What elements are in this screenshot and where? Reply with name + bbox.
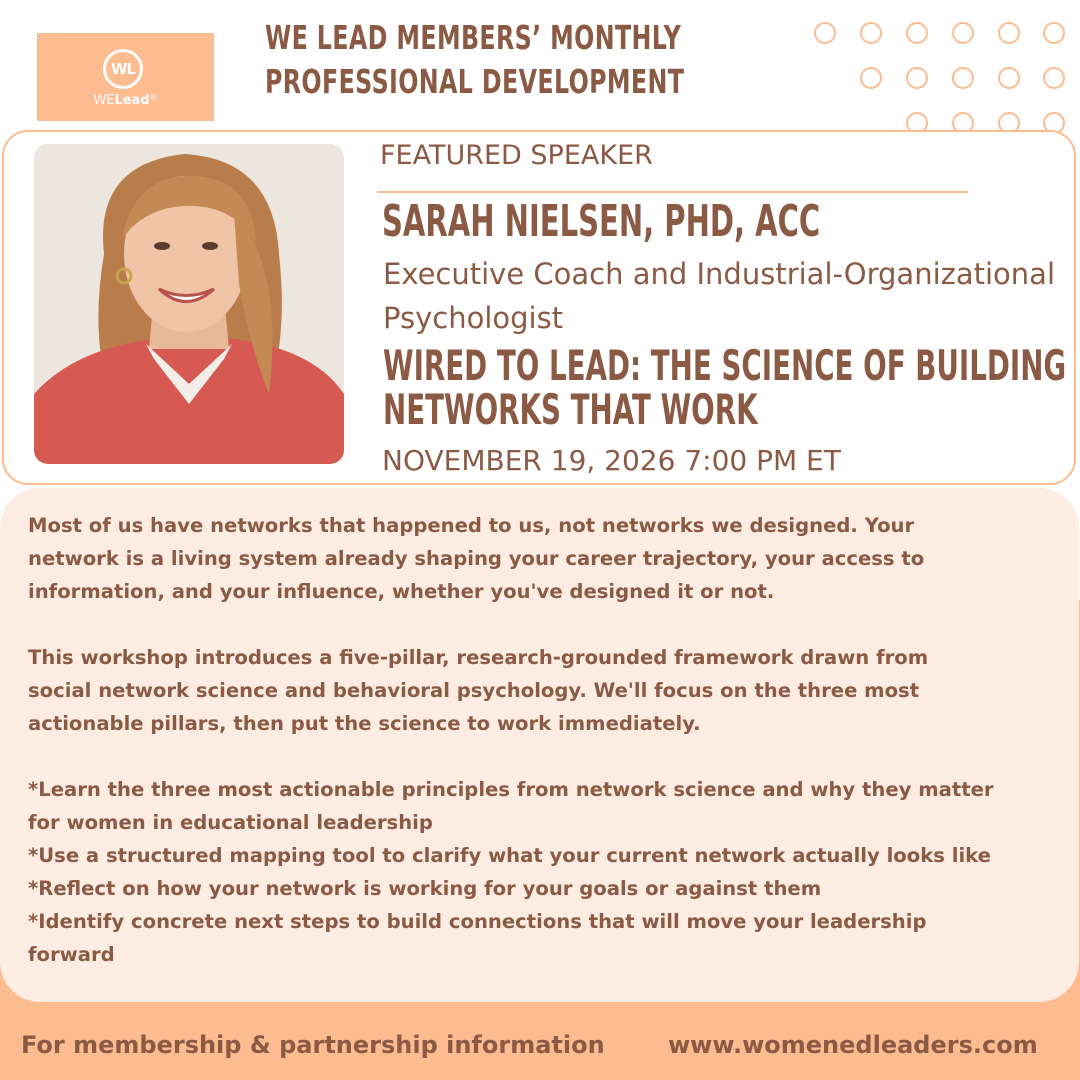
welead-logo [37,33,214,121]
speaker-name: SARAH NIELSEN, PHD, ACC [382,196,821,247]
session-date: NOVEMBER 19, 2026 7:00 PM ET [382,444,841,477]
logo-wordmark [37,93,214,108]
speaker-role-line1: Executive Coach and Industrial-Organizational [383,257,1055,291]
description-line: This workshop introduces a five-pillar, research-grounded framework drawn from [28,646,929,669]
bullet-item: *Identify concrete next steps to build connections that will move your leadership [28,910,927,933]
page-title-line2: PROFESSIONAL DEVELOPMENT [265,62,685,101]
session-title [383,341,1067,434]
dot-icon [906,67,928,89]
bullet-item: for women in educational leadership [28,811,433,834]
logo-word-suffix: ® [149,93,158,102]
bullet-item: *Reflect on how your network is working for your goals or against them [28,877,822,900]
website-link[interactable]: www.womenedleaders.com [668,1031,1038,1059]
page-title-line1: WE LEAD MEMBERS’ MONTHLY [265,18,682,57]
description-line: social network science and behavioral psychology. We'll focus on the three most [28,679,920,702]
dot-icon [814,22,836,44]
dot-icon [952,22,974,44]
speaker-role-line2: Psychologist [383,301,564,335]
dot-icon [952,67,974,89]
divider [377,191,968,193]
session-title-line2: NETWORKS THAT WORK [383,385,758,434]
speaker-role [383,252,1080,340]
dot-icon [1043,22,1065,44]
description-line: actionable pillars, then put the science to work immediately. [28,712,701,735]
speaker-portrait-icon [34,144,344,464]
logo-word-prefix: WE [93,93,115,108]
dot-icon [998,67,1020,89]
dot-icon [998,22,1020,44]
bullet-item: *Use a structured mapping tool to clarify what your current network actually looks like [28,844,991,867]
speaker-photo [34,144,344,464]
page-title [265,16,685,104]
dot-icon [860,22,882,44]
description-text [28,509,1078,971]
dot-icon [1043,67,1065,89]
description-line: Most of us have networks that happened to us, not networks we designed. Your [28,514,915,537]
bullet-item: *Learn the three most actionable principles from network science and why they matter [28,778,994,801]
dot-icon [860,67,882,89]
membership-info-text: For membership & partnership information [21,1031,605,1059]
logo-mark: WL [103,49,143,89]
description-line: information, and your influence, whether you've designed it or not. [28,580,775,603]
description-line: network is a living system already shaping your career trajectory, your access to [28,547,925,570]
dot-icon [906,22,928,44]
bullet-item: forward [28,943,115,966]
logo-word-bold: Lead [114,93,150,108]
featured-speaker-label: FEATURED SPEAKER [380,140,653,171]
session-title-line1: WIRED TO LEAD: THE SCIENCE OF BUILDING [383,341,1067,390]
